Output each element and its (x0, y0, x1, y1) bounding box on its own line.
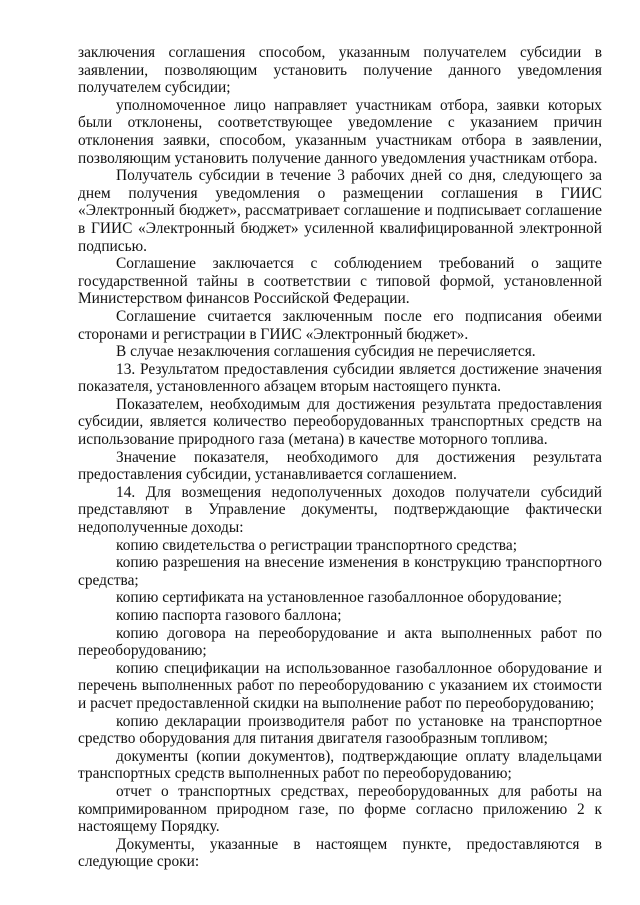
document-body (78, 44, 602, 871)
paragraph-9: Значение показателя, необходимого для достижения результата предоставления субсидии, устанавливается соглашением. (78, 448, 602, 484)
paragraph-2: уполномоченное лицо направляет участникам отбора, заявки которых были отклонены, соответствующее уведомление с указанием причин отклонения заявки, способом, указанным участникам отбора в заявлении, позволяющим установить получение данного уведомления участникам отбора. (78, 96, 602, 167)
paragraph-15: копию договора на переоборудование и акта выполненных работ по переоборудованию; (78, 624, 602, 660)
paragraph-5: Соглашение считается заключенным после его подписания обеими сторонами и регистрации в ГИИС «Электронный бюджет». (78, 307, 602, 343)
paragraph-11: копию свидетельства о регистрации транспортного средства; (116, 536, 517, 554)
paragraph-13: копию сертификата на установленное газобаллонное оборудование; (116, 589, 562, 607)
paragraph-4: Соглашение заключается с соблюдением требований о защите государственной тайны в соответствии с типовой формой, установленной Министерством финансов Российской Федерации. (78, 255, 602, 308)
paragraph-17: копию декларации производителя работ по установке на транспортное средство оборудования для питания двигателя газообразным топливом; (78, 712, 602, 748)
paragraph-16: копию спецификации на использованное газобаллонное оборудование и перечень выполненных работ по переоборудованию с указанием их стоимости и расчет предоставленной скидки на выполнение работ по переоборудованию; (78, 659, 602, 712)
paragraph-3: Получатель субсидии в течение 3 рабочих дней со дня, следующего за днем получения уведомления о размещении соглашения в ГИИС «Электронный бюджет», рассматривает соглашение и подписывает соглашение в ГИИС «Электронный бюджет» усиленной квалифицированной электронной подписью. (78, 167, 602, 255)
paragraph-14: копию паспорта газового баллона; (116, 607, 342, 624)
paragraph-12: копию разрешения на внесение изменения в конструкцию транспортного средства; (78, 554, 602, 589)
paragraph-6: В случае незаключения соглашения субсидия не перечисляется. (116, 343, 536, 361)
paragraph-18: документы (копии документов), подтверждающие оплату владельцами транспортных средств выполненных работ по переоборудованию; (78, 747, 602, 783)
paragraph-19: отчет о транспортных средствах, переоборудованных для работы на компримированном природном газе, по форме согласно приложению 2 к настоящему Порядку. (78, 782, 602, 836)
paragraph-8: Показателем, необходимым для достижения результата предоставления субсидии, является количество переоборудованных транспортных средств на использование природного газа (метана) в качестве моторного топлива. (78, 395, 602, 449)
paragraph-1: заключения соглашения способом, указанным получателем субсидии в заявлении, позволяющим установить получение данного уведомления получателем субсидии; (78, 44, 602, 97)
paragraph-20: Документы, указанные в настоящем пункте, предоставляются в следующие сроки: (78, 835, 602, 871)
paragraph-10: 14. Для возмещения недополученных доходов получатели субсидий представляют в Управление документы, подтверждающие фактически недополученные доходы: (78, 483, 602, 537)
paragraph-7: 13. Результатом предоставления субсидии является достижение значения показателя, установленного абзацем вторым настоящего пункта. (78, 360, 602, 396)
